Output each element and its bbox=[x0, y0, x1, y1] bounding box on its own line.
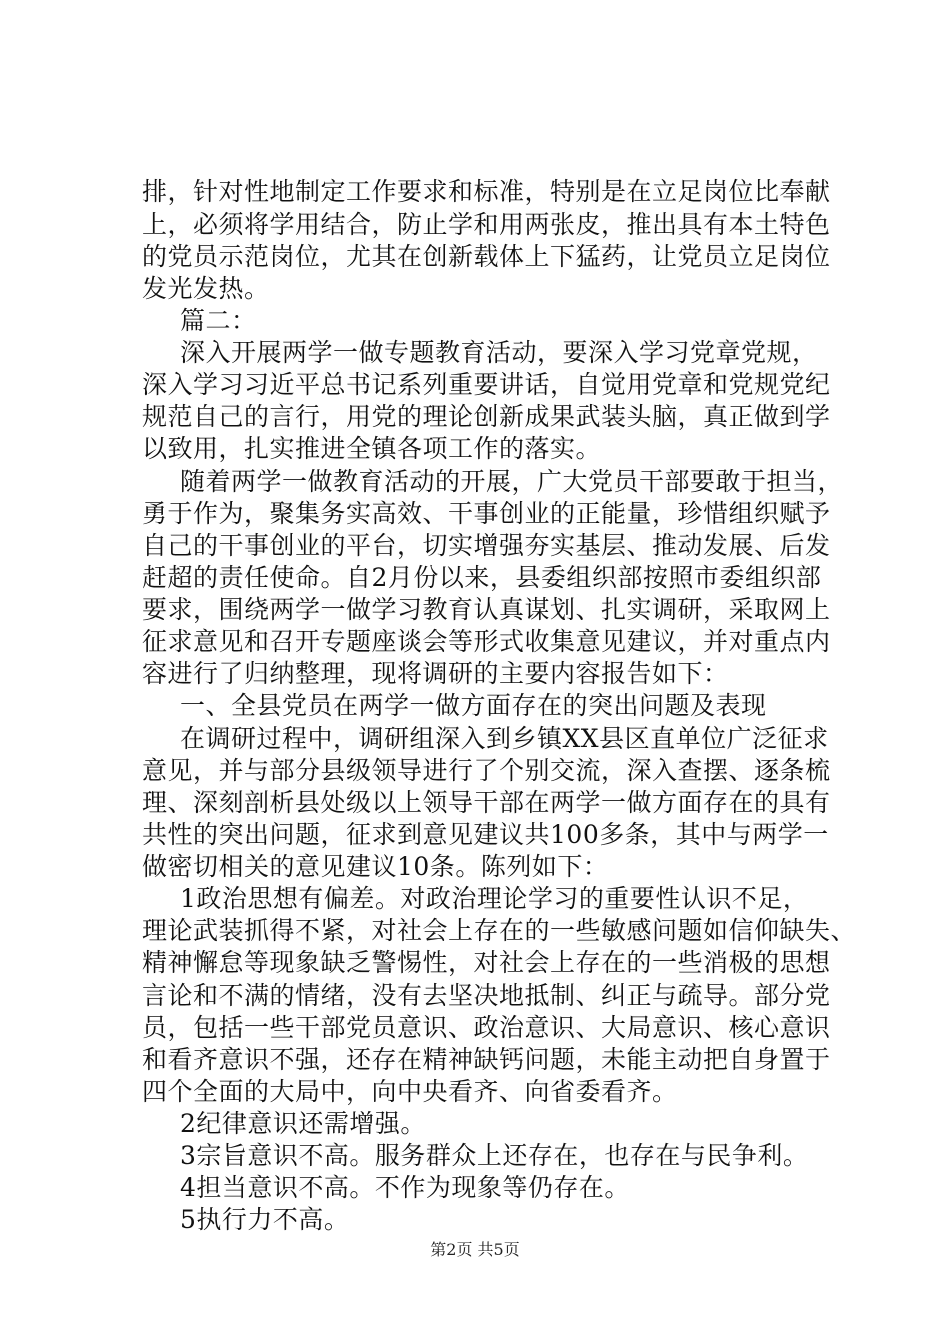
text-line: 容进行了归纳整理，现将调研的主要内容报告如下： bbox=[142, 659, 729, 688]
text-line: 勇于作为，聚集务实高效、干事创业的正能量，珍惜组织赋予 bbox=[142, 499, 831, 528]
list-item: 3宗旨意识不高。服务群众上还存在，也存在与民争利。 bbox=[180, 1141, 809, 1170]
text-line: 和看齐意识不强，还存在精神缺钙问题，未能主动把自身置于 bbox=[142, 1045, 831, 1074]
text-line: 言论和不满的情绪，没有去坚决地抵制、纠正与疏导。部分党 bbox=[142, 981, 831, 1010]
text-line: 意见，并与部分县级领导进行了个别交流，深入查摆、逐条梳 bbox=[142, 756, 831, 785]
section-heading: 篇二： bbox=[180, 306, 257, 335]
text-line: 共性的突出问题，征求到意见建议共100多条，其中与两学一 bbox=[142, 820, 829, 849]
text-line: 理论武装抓得不紧，对社会上存在的一些敏感问题如信仰缺失、 bbox=[142, 916, 857, 945]
section-heading: 一、全县党员在两学一做方面存在的突出问题及表现 bbox=[180, 691, 767, 720]
page-number: 第2页 共5页 bbox=[430, 1240, 520, 1259]
text-line: 发光发热。 bbox=[142, 274, 270, 303]
text-line: 以致用，扎实推进全镇各项工作的落实。 bbox=[142, 434, 602, 463]
list-item: 5执行力不高。 bbox=[180, 1205, 350, 1234]
text-line: 深入学习习近平总书记系列重要讲话，自觉用党章和党规党纪 bbox=[142, 370, 831, 399]
text-line: 排，针对性地制定工作要求和标准，特别是在立足岗位比奉献 bbox=[142, 177, 831, 206]
paragraph-start: 随着两学一做教育活动的开展，广大党员干部要敢于担当， bbox=[180, 467, 844, 496]
list-item: 4担当意识不高。不作为现象等仍存在。 bbox=[180, 1173, 630, 1202]
text-line: 征求意见和召开专题座谈会等形式收集意见建议，并对重点内 bbox=[142, 627, 831, 656]
text-line: 自己的干事创业的平台，切实增强夯实基层、推动发展、后发 bbox=[142, 531, 831, 560]
text-line: 员，包括一些干部党员意识、政治意识、大局意识、核心意识 bbox=[142, 1013, 831, 1042]
text-line: 四个全面的大局中，向中央看齐、向省委看齐。 bbox=[142, 1077, 678, 1106]
paragraph-start: 在调研过程中，调研组深入到乡镇XX县区直单位广泛征求 bbox=[180, 724, 829, 753]
text-line: 精神懈怠等现象缺乏警惕性，对社会上存在的一些消极的思想 bbox=[142, 948, 831, 977]
text-line: 理、深刻剖析县处级以上领导干部在两学一做方面存在的具有 bbox=[142, 788, 831, 817]
text-line: 的党员示范岗位，尤其在创新载体上下猛药，让党员立足岗位 bbox=[142, 242, 831, 271]
text-line: 赶超的责任使命。自2月份以来，县委组织部按照市委组织部 bbox=[142, 563, 822, 592]
list-item: 2纪律意识还需增强。 bbox=[180, 1109, 426, 1138]
text-line: 规范自己的言行，用党的理论创新成果武装头脑，真正做到学 bbox=[142, 402, 831, 431]
paragraph-start: 深入开展两学一做专题教育活动，要深入学习党章党规， bbox=[180, 338, 818, 367]
text-line: 做密切相关的意见建议10条。陈列如下： bbox=[142, 852, 609, 881]
list-item: 1政治思想有偏差。对政治理论学习的重要性认识不足， bbox=[180, 884, 809, 913]
text-line: 上，必须将学用结合，防止学和用两张皮，推出具有本土特色 bbox=[142, 210, 831, 239]
text-line: 要求，围绕两学一做学习教育认真谋划、扎实调研，采取网上 bbox=[142, 595, 831, 624]
